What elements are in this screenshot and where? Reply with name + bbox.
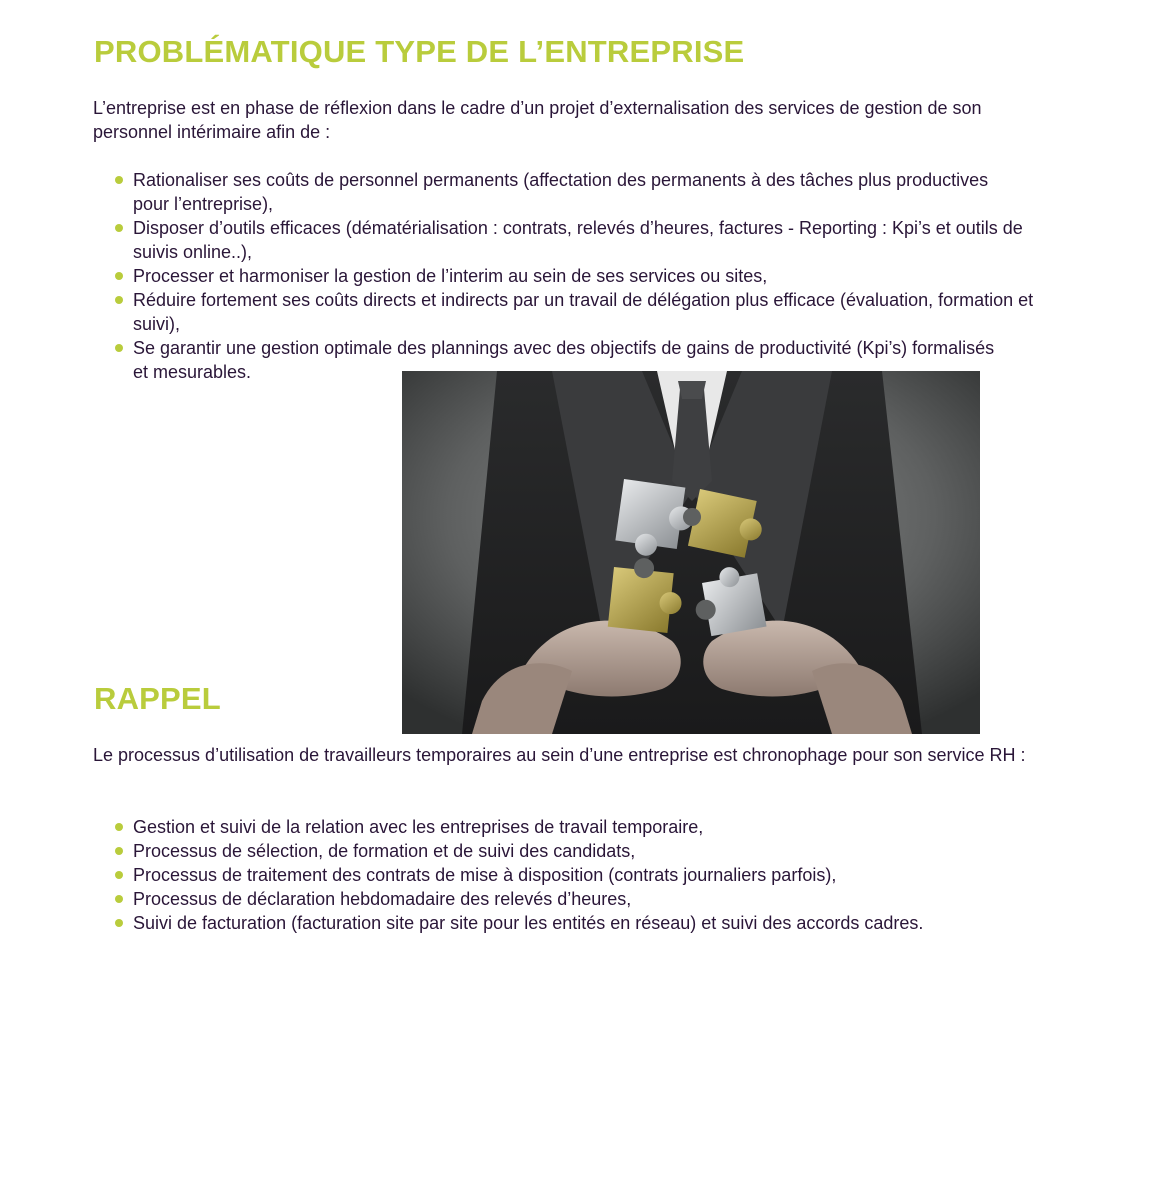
bullet-icon — [115, 296, 123, 304]
section-title-problematique: PROBLÉMATIQUE TYPE DE L’ENTREPRISE — [94, 34, 745, 69]
list-item: Processer et harmoniser la gestion de l’interim au sein de ses services ou sites, — [133, 264, 1053, 288]
bullet-icon — [115, 919, 123, 927]
bullet-icon — [115, 272, 123, 280]
list-item: Réduire fortement ses coûts directs et indirects par un travail de délégation plus efficace (évaluation, formation et suivi), — [133, 288, 1053, 336]
list-item: Gestion et suivi de la relation avec les entreprises de travail temporaire, — [133, 815, 1053, 839]
rappel-bullet-list — [133, 815, 1053, 935]
section-intro-problematique: L’entreprise est en phase de réflexion dans le cadre d’un projet d’externalisation des services de gestion de son personnel intérimaire afin de : — [93, 98, 982, 142]
bullet-icon — [115, 871, 123, 879]
list-item: Processus de sélection, de formation et de suivi des candidats, — [133, 839, 1053, 863]
list-item: Processus de déclaration hebdomadaire des relevés d’heures, — [133, 887, 1053, 911]
bullet-icon — [115, 224, 123, 232]
section-title-rappel: RAPPEL — [94, 681, 221, 716]
list-item: Processus de traitement des contrats de mise à disposition (contrats journaliers parfois), — [133, 863, 1053, 887]
list-item: Rationaliser ses coûts de personnel permanents (affectation des permanents à des tâches plus productives pour l’entreprise), — [133, 168, 1003, 216]
problematique-bullet-list — [133, 168, 1053, 384]
businessman-puzzle-pieces-photo — [402, 371, 980, 734]
section-intro-rappel: Le processus d’utilisation de travailleurs temporaires au sein d’une entreprise est chronophage pour son service RH : — [93, 745, 1026, 765]
bullet-icon — [115, 895, 123, 903]
list-item: Se garantir une gestion optimale des plannings avec des objectifs de gains de productivité (Kpi’s) formalisés et mesurables. — [133, 336, 1003, 384]
list-item: Disposer d’outils efficaces (dématérialisation : contrats, relevés d’heures, factures - Reporting : Kpi’s et outils de suivis online..), — [133, 216, 1053, 264]
bullet-icon — [115, 176, 123, 184]
bullet-icon — [115, 823, 123, 831]
bullet-icon — [115, 847, 123, 855]
bullet-icon — [115, 344, 123, 352]
list-item: Suivi de facturation (facturation site par site pour les entités en réseau) et suivi des accords cadres. — [133, 911, 1053, 935]
